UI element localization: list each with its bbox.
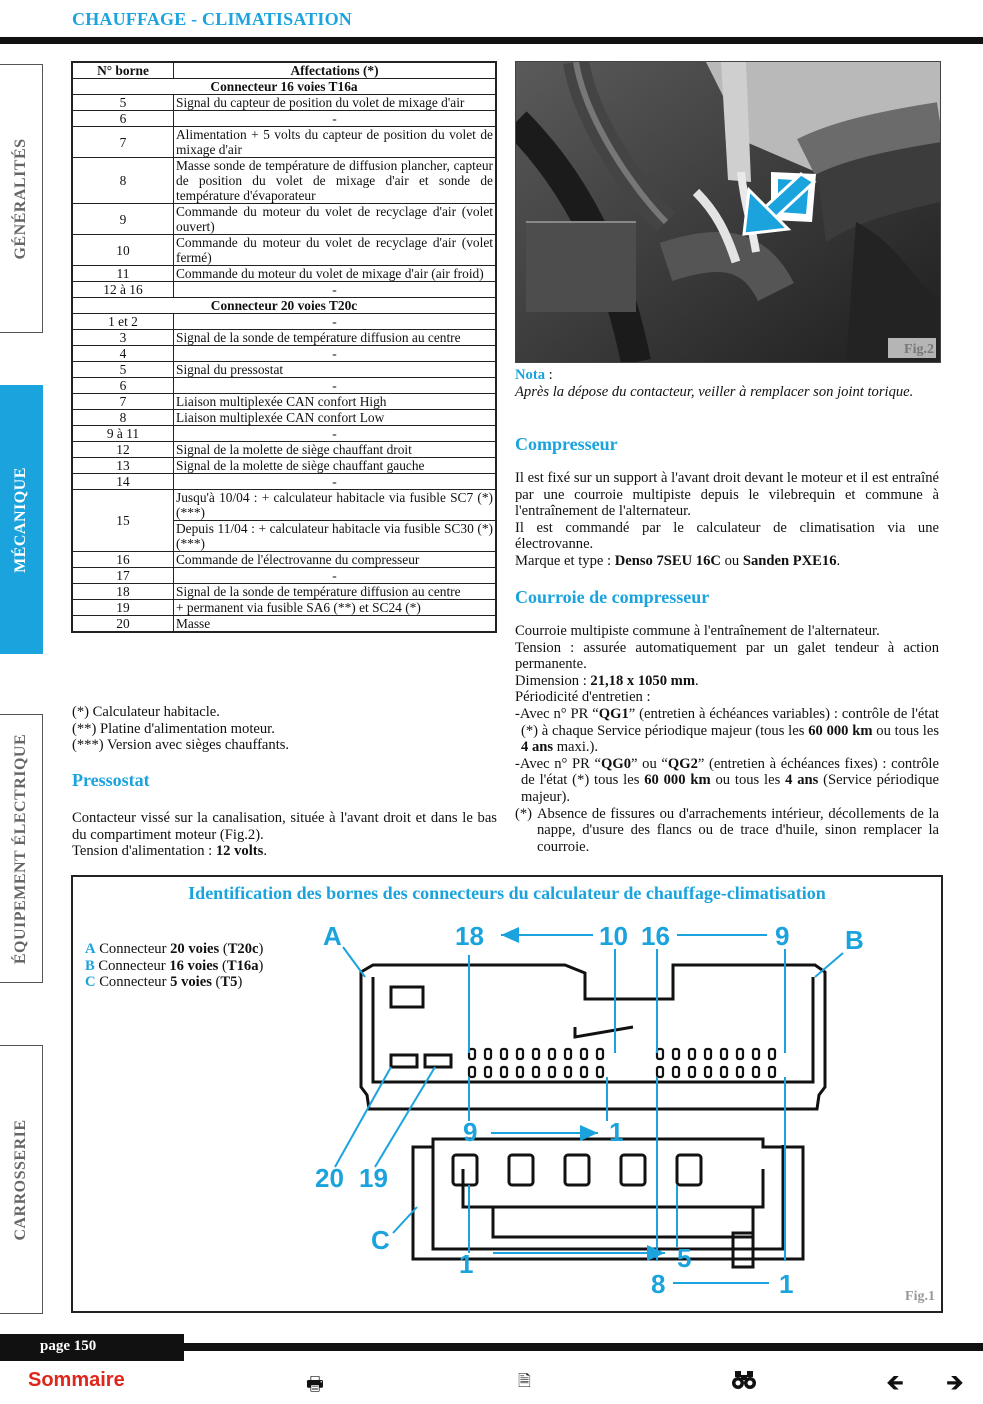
paragraph: Contacteur vissé sur la canalisation, située à l'avant droit et dans le bas du compartiment moteur (Fig.2). bbox=[72, 810, 497, 843]
section-title-compresseur: Compresseur bbox=[515, 434, 618, 454]
pin-assignment: Liaison multiplexée CAN confort Low bbox=[174, 410, 497, 426]
paragraph: Tension d'alimentation : 12 volts. bbox=[72, 843, 267, 860]
pin-label-1-mid: 1 bbox=[609, 1117, 624, 1147]
table-row bbox=[72, 204, 496, 235]
connector-drawing bbox=[73, 877, 941, 1311]
footnote: (***) Version avec sièges chauffants. bbox=[72, 737, 290, 754]
pin-assignment: Signal du capteur de position du volet de mixage d'air bbox=[174, 95, 497, 111]
paragraph: -Avec n° PR “QG1” (entretien à échéances variables) : contrôle de l'état (*) à chaque Service périodique majeur (tous les 60 000 km ou tous les 4 ans maxi.). bbox=[515, 705, 940, 756]
table-row bbox=[72, 616, 496, 633]
table-row bbox=[72, 362, 496, 378]
table-footnotes bbox=[72, 704, 497, 754]
table-row bbox=[72, 266, 496, 282]
tab-equipement-electrique[interactable] bbox=[0, 714, 43, 983]
connector-diagram bbox=[71, 875, 943, 1313]
table-row bbox=[72, 552, 496, 568]
table-row bbox=[72, 282, 496, 298]
paragraph: Il est fixé sur un support à l'avant droit devant le moteur et il est entraîné par une courroie multipiste depuis le vilebrequin et commune à l'entraînement de l'alternateur. bbox=[515, 470, 939, 520]
legend-item: C Connecteur 5 voies (T5) bbox=[85, 974, 243, 991]
page-number-box bbox=[0, 1334, 184, 1361]
pin-number: 14 bbox=[72, 474, 174, 490]
pin-label-16: 16 bbox=[641, 921, 670, 951]
pin-assignment: Commande du moteur du volet de mixage d'air (air froid) bbox=[174, 266, 497, 282]
pin-assignment: - bbox=[174, 111, 497, 127]
table-row bbox=[72, 458, 496, 474]
pin-assignment: Signal de la molette de siège chauffant gauche bbox=[174, 458, 497, 474]
section-title-pressostat: Pressostat bbox=[72, 770, 150, 790]
connector-letter-a: A bbox=[323, 921, 342, 951]
column-header: N° borne bbox=[72, 62, 174, 79]
legend-item: B Connecteur 16 voies (T16a) bbox=[85, 957, 264, 974]
pin-assignment: Signal du pressostat bbox=[174, 362, 497, 378]
pin-assignment: + permanent via fusible SA6 (**) et SC24 (*) bbox=[174, 600, 497, 616]
pressostat-text bbox=[72, 810, 497, 860]
pin-assignment: Alimentation + 5 volts du capteur de position du volet de mixage d'air bbox=[174, 127, 497, 158]
search-page-icon[interactable]: 🗎 bbox=[518, 1371, 531, 1390]
table-row bbox=[72, 410, 496, 426]
nota-heading: Nota : bbox=[515, 367, 553, 383]
pin-assignment: - bbox=[174, 346, 497, 362]
table-row bbox=[72, 568, 496, 584]
table-row bbox=[72, 394, 496, 410]
compresseur-text bbox=[515, 470, 939, 570]
paragraph: Marque et type : Denso 7SEU 16C ou Sanden PXE16. bbox=[515, 552, 841, 569]
paragraph: Tension : assurée automatiquement par un galet tendeur à action permanente. bbox=[515, 639, 939, 673]
sommaire-link[interactable]: Sommaire bbox=[28, 1369, 125, 1391]
table-row bbox=[72, 235, 496, 266]
pin-assignment: - bbox=[174, 282, 497, 298]
pin-assignment: Liaison multiplexée CAN confort High bbox=[174, 394, 497, 410]
section-heading: Connecteur 16 voies T16a bbox=[72, 79, 496, 95]
footnote: (*) Calculateur habitacle. bbox=[72, 704, 220, 720]
tab-label: CARROSSERIE bbox=[12, 1118, 29, 1241]
table-row bbox=[72, 378, 496, 394]
pin-label-1-low: 1 bbox=[459, 1249, 474, 1279]
pin-number: 6 bbox=[72, 378, 174, 394]
table-row bbox=[72, 95, 496, 111]
binoculars-icon[interactable] bbox=[732, 1370, 756, 1395]
section-title-courroie: Courroie de compresseur bbox=[515, 587, 710, 607]
table-row bbox=[72, 111, 496, 127]
pin-number: 5 bbox=[72, 95, 174, 111]
pin-number: 13 bbox=[72, 458, 174, 474]
engine-photo bbox=[515, 61, 941, 363]
table-row bbox=[72, 584, 496, 600]
pin-number: 8 bbox=[72, 158, 174, 204]
paragraph: Dimension : 21,18 x 1050 mm. bbox=[515, 672, 699, 689]
pin-number: 20 bbox=[72, 616, 174, 633]
table-row bbox=[72, 442, 496, 458]
pin-number: 9 bbox=[72, 204, 174, 235]
pin-number: 19 bbox=[72, 600, 174, 616]
paragraph: -Avec n° PR “QG0” ou “QG2” (entretien à échéances fixes) : contrôle de l'état (*) tous les 60 000 km ou tous les 4 ans (Service périodique majeur). bbox=[515, 755, 939, 805]
pin-label-10: 10 bbox=[599, 921, 628, 951]
table-row bbox=[72, 314, 496, 330]
pin-number: 10 bbox=[72, 235, 174, 266]
nota-text: Après la dépose du contacteur, veiller à remplacer son joint torique. bbox=[515, 383, 914, 400]
pin-number: 1 et 2 bbox=[72, 314, 174, 330]
figure-label: Fig.1 bbox=[905, 1289, 935, 1304]
paragraph: Il est commandé par le calculateur de climatisation via une électrovanne. bbox=[515, 519, 939, 553]
tab-carrosserie[interactable] bbox=[0, 1045, 43, 1314]
paragraph: Périodicité d'entretien : bbox=[515, 689, 651, 706]
table-row bbox=[72, 330, 496, 346]
table-row bbox=[72, 158, 496, 204]
nota-block bbox=[515, 367, 939, 400]
pin-number: 8 bbox=[72, 410, 174, 426]
pin-assignment: Signal de la molette de siège chauffant droit bbox=[174, 442, 497, 458]
pin-assignment: - bbox=[174, 474, 497, 490]
tab-generalites[interactable] bbox=[0, 64, 43, 333]
table-row bbox=[72, 346, 496, 362]
engine-photo-illustration bbox=[516, 62, 940, 362]
pin-number: 6 bbox=[72, 111, 174, 127]
paragraph: (*) Absence de fissures ou d'arrachements intérieur, décollements de la nappe, d'usure des flancs ou de trace d'huile, sinon remplacer la courroie. bbox=[515, 805, 939, 855]
pin-number: 7 bbox=[72, 394, 174, 410]
connector-letter-c: C bbox=[371, 1225, 390, 1255]
pin-assignment: Commande du moteur du volet de recyclage d'air (volet fermé) bbox=[174, 235, 497, 266]
pin-assignment: - bbox=[174, 378, 497, 394]
table-row bbox=[72, 474, 496, 490]
pin-label-9-mid: 9 bbox=[463, 1117, 478, 1147]
pin-assignment: - bbox=[174, 426, 497, 442]
pin-label-8: 8 bbox=[651, 1269, 666, 1299]
pin-assignment: - bbox=[174, 314, 497, 330]
pin-label-19: 19 bbox=[359, 1163, 388, 1193]
tab-label: GÉNÉRALITÉS bbox=[12, 137, 29, 260]
pin-label-20: 20 bbox=[315, 1163, 344, 1193]
pin-number: 17 bbox=[72, 568, 174, 584]
paragraph: Courroie multipiste commune à l'entraînement de l'alternateur. bbox=[515, 623, 880, 639]
pin-number: 15 bbox=[72, 490, 174, 552]
legend-item: A Connecteur 20 voies (T20c) bbox=[85, 941, 264, 957]
figure-label: Fig.2 bbox=[904, 342, 934, 357]
diagram-title: Identification des bornes des connecteurs du calculateur de chauffage-climatisation bbox=[188, 883, 826, 903]
header-rule bbox=[0, 37, 983, 44]
table-row bbox=[72, 490, 496, 521]
pin-label-1-right: 1 bbox=[779, 1269, 794, 1299]
table-row bbox=[72, 426, 496, 442]
pin-assignment-table bbox=[71, 61, 497, 633]
pin-number: 3 bbox=[72, 330, 174, 346]
pin-number: 12 à 16 bbox=[72, 282, 174, 298]
pin-number: 7 bbox=[72, 127, 174, 158]
section-heading: Connecteur 20 voies T20c bbox=[72, 298, 496, 314]
pin-number: 18 bbox=[72, 584, 174, 600]
pin-number: 16 bbox=[72, 552, 174, 568]
pin-assignment: Masse sonde de température de diffusion plancher, capteur de position du volet de mixage d'air et sonde de température d'évaporateur bbox=[174, 158, 497, 204]
pin-assignment: - bbox=[174, 568, 497, 584]
pin-assignment: Commande du moteur du volet de recyclage d'air (volet ouvert) bbox=[174, 204, 497, 235]
pin-number: 4 bbox=[72, 346, 174, 362]
pin-assignment: Commande de l'électrovanne du compresseur bbox=[174, 552, 497, 568]
pin-assignment: Masse bbox=[174, 616, 497, 633]
courroie-text bbox=[515, 623, 939, 855]
pin-assignment: Signal de la sonde de température diffusion au centre bbox=[174, 330, 497, 346]
page-header-title: CHAUFFAGE - CLIMATISATION bbox=[72, 9, 353, 29]
table-row bbox=[72, 127, 496, 158]
column-header: Affectations (*) bbox=[174, 62, 497, 79]
pin-assignment: Depuis 11/04 : + calculateur habitacle via fusible SC30 (*) (***) bbox=[174, 521, 497, 552]
footnote: (**) Platine d'alimentation moteur. bbox=[72, 720, 275, 737]
printer-icon[interactable]: 🖶 bbox=[306, 1373, 324, 1395]
tab-label: MÉCANIQUE bbox=[12, 466, 29, 573]
pin-number: 12 bbox=[72, 442, 174, 458]
pin-assignment: Signal de la sonde de température diffusion au centre bbox=[174, 584, 497, 600]
pin-number: 11 bbox=[72, 266, 174, 282]
pin-label-5: 5 bbox=[677, 1243, 692, 1273]
pin-assignment: Jusqu'à 10/04 : + calculateur habitacle via fusible SC7 (*) (***) bbox=[174, 490, 497, 521]
pin-number: 5 bbox=[72, 362, 174, 378]
arrow-left-icon[interactable]: 🡸 bbox=[886, 1371, 904, 1396]
connector-letter-b: B bbox=[845, 925, 864, 955]
pin-number: 9 à 11 bbox=[72, 426, 174, 442]
arrow-right-icon[interactable]: 🡺 bbox=[946, 1371, 964, 1396]
pin-label-9-top: 9 bbox=[775, 921, 790, 951]
table-row bbox=[72, 600, 496, 616]
pin-label-18: 18 bbox=[455, 921, 484, 951]
tab-label: ÉQUIPEMENT ÉLECTRIQUE bbox=[12, 733, 29, 964]
tab-mecanique[interactable] bbox=[0, 385, 43, 654]
page-number: page 150 bbox=[40, 1338, 97, 1354]
